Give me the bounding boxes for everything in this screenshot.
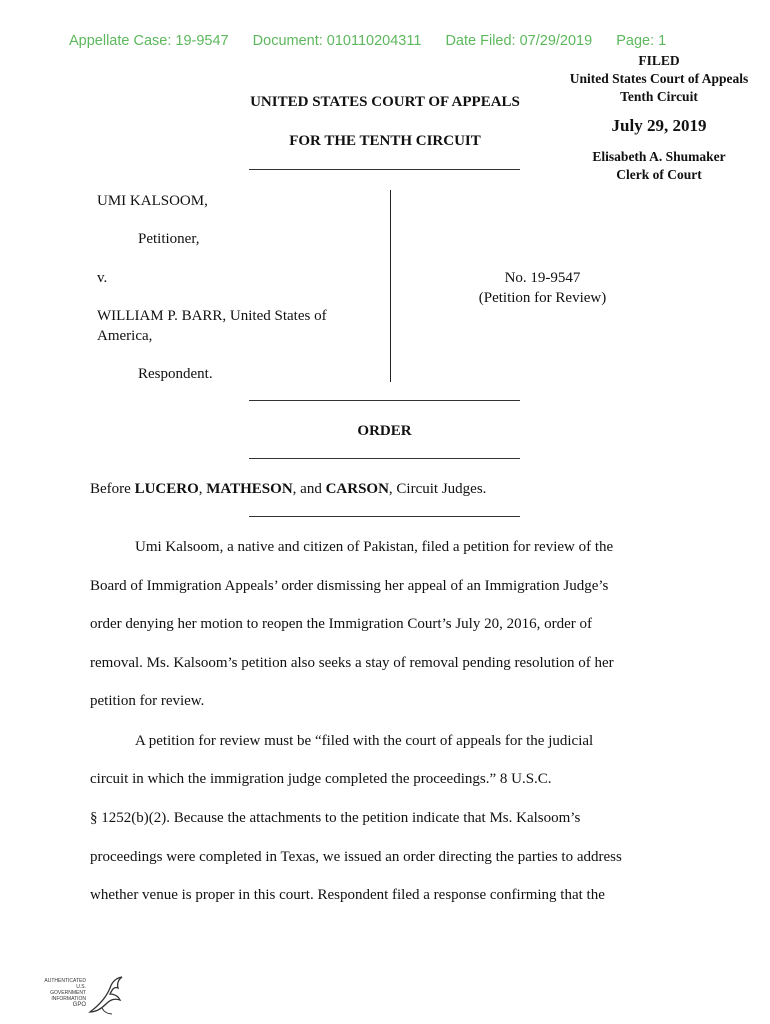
body-text-line: petition for review. bbox=[90, 693, 205, 709]
filed-stamp bbox=[548, 52, 770, 184]
body-text-line: circuit in which the immigration judge completed the proceedings.” 8 U.S.C. bbox=[90, 771, 552, 787]
divider-rule bbox=[249, 458, 520, 459]
respondent-name-line1: WILLIAM P. BARR, United States of bbox=[97, 308, 327, 324]
divider-rule bbox=[249, 169, 520, 170]
panel-separator: , bbox=[198, 481, 207, 497]
body-text-line: removal. Ms. Kalsoom’s petition also seeks a stay of removal pending resolution of her bbox=[90, 655, 614, 671]
divider-rule bbox=[249, 516, 520, 517]
header-document-number: Document: 010110204311 bbox=[252, 33, 422, 49]
clerk-name: Elisabeth A. Shumaker bbox=[592, 149, 726, 164]
filing-header bbox=[69, 33, 666, 49]
judge-name: MATHESON bbox=[206, 481, 293, 497]
case-type: (Petition for Review) bbox=[478, 290, 607, 306]
gpo-authentication-seal bbox=[44, 972, 134, 1018]
court-title-line2: FOR THE TENTH CIRCUIT bbox=[289, 133, 481, 149]
filed-label: FILED bbox=[638, 53, 680, 68]
filed-court-line2: Tenth Circuit bbox=[620, 89, 698, 104]
filed-date: July 29, 2019 bbox=[611, 116, 707, 135]
order-title: ORDER bbox=[357, 423, 412, 439]
header-date-filed: Date Filed: 07/29/2019 bbox=[445, 33, 593, 49]
panel-line bbox=[90, 481, 486, 498]
judge-name: LUCERO bbox=[134, 481, 199, 497]
petitioner-role: Petitioner, bbox=[138, 231, 200, 247]
body-text-line: order denying her motion to reopen the Immigration Court’s July 20, 2016, order of bbox=[90, 616, 592, 632]
court-title-line1: UNITED STATES COURT OF APPEALS bbox=[250, 94, 520, 110]
body-text-line: A petition for review must be “filed with the court of appeals for the judicial bbox=[135, 733, 594, 749]
body-text-line: Umi Kalsoom, a native and citizen of Pakistan, filed a petition for review of the bbox=[135, 539, 614, 555]
petitioner-name: UMI KALSOOM, bbox=[97, 193, 208, 209]
clerk-title: Clerk of Court bbox=[616, 167, 702, 182]
gpo-seal-text bbox=[44, 978, 86, 1008]
header-page-number: Page: 1 bbox=[616, 33, 667, 49]
body-text-line: whether venue is proper in this court. Respondent filed a response confirming that the bbox=[90, 887, 605, 903]
body-text-line: § 1252(b)(2). Because the attachments to the petition indicate that Ms. Kalsoom’s bbox=[90, 810, 581, 826]
panel-after: , Circuit Judges. bbox=[388, 481, 487, 497]
body-text-line: proceedings were completed in Texas, we issued an order directing the parties to address bbox=[90, 849, 622, 865]
divider-rule bbox=[249, 400, 520, 401]
gpo-seal-line: INFORMATION bbox=[51, 996, 86, 1002]
respondent-role: Respondent. bbox=[138, 366, 213, 382]
eagle-icon bbox=[84, 972, 128, 1018]
body-text-line: Board of Immigration Appeals’ order dismissing her appeal of an Immigration Judge’s bbox=[90, 578, 609, 594]
case-number: No. 19-9547 bbox=[504, 270, 581, 286]
caption-divider bbox=[390, 190, 391, 382]
judge-name: CARSON bbox=[325, 481, 389, 497]
versus-label: v. bbox=[97, 270, 108, 286]
panel-separator: , and bbox=[292, 481, 326, 497]
gpo-seal-mark: GPO bbox=[72, 1002, 86, 1008]
case-number-block bbox=[460, 268, 625, 308]
panel-before: Before bbox=[90, 481, 135, 497]
header-case-number: Appellate Case: 19-9547 bbox=[69, 33, 229, 49]
filed-court-line1: United States Court of Appeals bbox=[569, 71, 749, 86]
respondent-name-line2: America, bbox=[97, 328, 153, 344]
gpo-seal-line: AUTHENTICATED bbox=[44, 978, 86, 984]
gpo-seal-line: U.S. GOVERNMENT bbox=[50, 984, 86, 996]
